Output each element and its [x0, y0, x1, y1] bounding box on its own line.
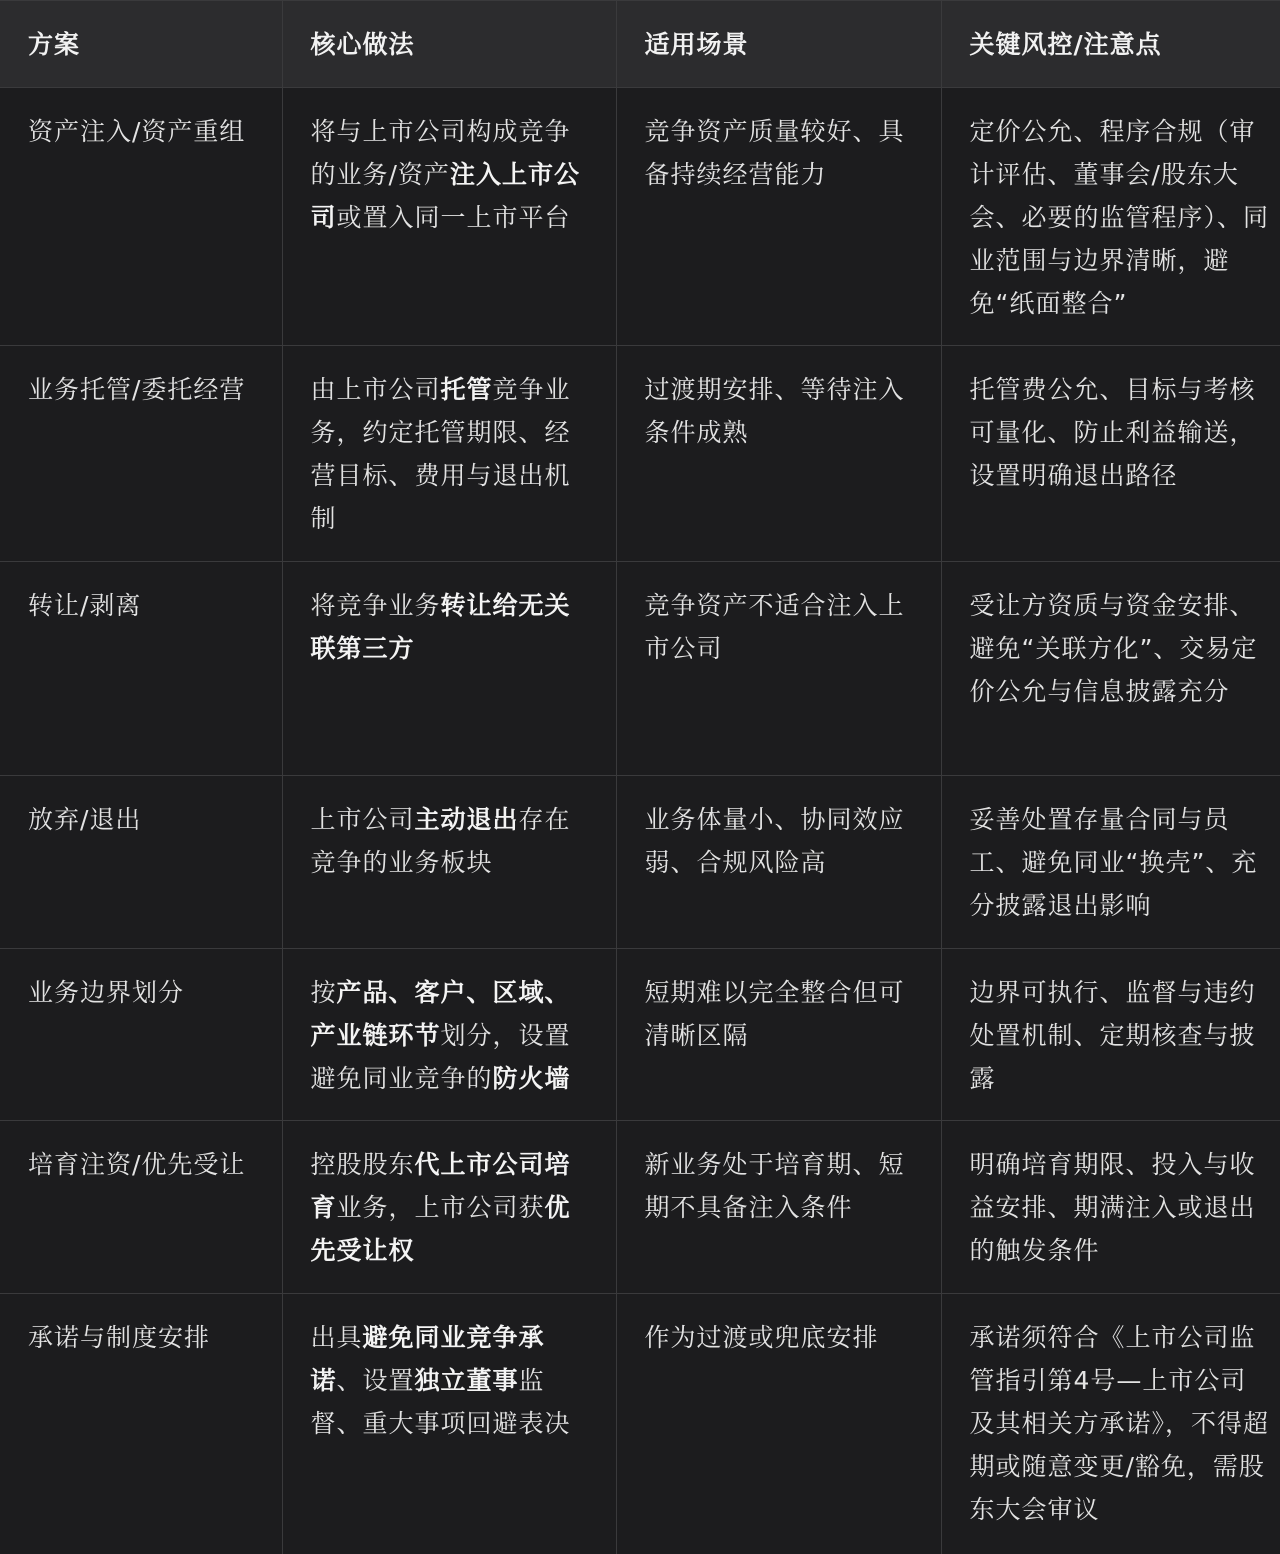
method-text: 划分，设置避免同业竞争的: [310, 1021, 571, 1093]
table-row: [0, 346, 1280, 562]
method-text: 将竞争业务: [310, 591, 441, 620]
method-text: 存在竞争的业务板块: [310, 805, 571, 877]
cell-risk: 明确培育期限、投入与收益安排、期满注入或退出的触发条件: [941, 1121, 1280, 1294]
cell-method: [282, 346, 616, 562]
cell-method: [282, 88, 616, 346]
cell-method: [282, 1121, 616, 1294]
method-text-bold: 代上市公司培育: [310, 1150, 571, 1222]
cell-method: [282, 1294, 616, 1554]
cell-plan: 业务边界划分: [0, 949, 282, 1121]
method-text: 按: [310, 978, 337, 1007]
cell-risk: 定价公允、程序合规（审计评估、董事会/股东大会、必要的监管程序）、同业范围与边界清晰，避免“纸面整合”: [941, 88, 1280, 346]
method-text: 、设置: [336, 1366, 415, 1395]
cell-scenario: 过渡期安排、等待注入条件成熟: [616, 346, 941, 562]
cell-risk: 承诺须符合《上市公司监管指引第4号—上市公司及其相关方承诺》，不得超期或随意变更/豁免，需股东大会审议: [941, 1294, 1280, 1554]
method-text-bold: 避免同业竞争承诺: [310, 1323, 545, 1395]
method-text: 上市公司: [310, 805, 415, 834]
cell-scenario: 作为过渡或兜底安排: [616, 1294, 941, 1554]
method-text-bold: 独立董事: [414, 1366, 519, 1395]
cell-method: [282, 949, 616, 1121]
cell-risk: 托管费公允、目标与考核可量化、防止利益输送，设置明确退出路径: [941, 346, 1280, 562]
method-text: 将与上市公司构成竞争的业务/资产: [310, 117, 571, 189]
method-text-bold: 注入上市公司: [310, 160, 580, 232]
table-row: [0, 1121, 1280, 1294]
method-text: 控股股东: [310, 1150, 415, 1179]
header-risk: 关键风控/注意点: [941, 1, 1280, 88]
table-row: [0, 88, 1280, 346]
cell-risk: 受让方资质与资金安排、避免“关联方化”、交易定价公允与信息披露充分: [941, 562, 1280, 776]
table-row: [0, 949, 1280, 1121]
method-text: 监督、重大事项回避表决: [310, 1366, 571, 1438]
table-row: [0, 562, 1280, 776]
cell-method: [282, 562, 616, 776]
cell-scenario: 竞争资产不适合注入上市公司: [616, 562, 941, 776]
method-text: 由上市公司: [310, 375, 441, 404]
cell-plan: 放弃/退出: [0, 776, 282, 949]
method-text-bold: 产品、客户、区域、产业链环节: [310, 978, 571, 1050]
method-text: 竞争业务，约定托管期限、经营目标、费用与退出机制: [310, 375, 571, 533]
method-text-bold: 主动退出: [414, 805, 519, 834]
method-text: 出具: [310, 1323, 363, 1352]
header-scenario: 适用场景: [616, 1, 941, 88]
cell-scenario: 业务体量小、协同效应弱、合规风险高: [616, 776, 941, 949]
cell-risk: 边界可执行、监督与违约处置机制、定期核查与披露: [941, 949, 1280, 1121]
header-method: 核心做法: [282, 1, 616, 88]
cell-method: [282, 776, 616, 949]
cell-plan: 承诺与制度安排: [0, 1294, 282, 1554]
table-row: [0, 1294, 1280, 1554]
method-text-bold: 托管: [440, 375, 493, 404]
cell-risk: 妥善处置存量合同与员工、避免同业“换壳”、充分披露退出影响: [941, 776, 1280, 949]
method-text: 或置入同一上市平台: [336, 203, 571, 232]
cell-scenario: 竞争资产质量较好、具备持续经营能力: [616, 88, 941, 346]
cell-plan: 培育注资/优先受让: [0, 1121, 282, 1294]
cell-scenario: 短期难以完全整合但可清晰区隔: [616, 949, 941, 1121]
method-text-bold: 优先受让权: [310, 1193, 571, 1265]
method-text-bold: 防火墙: [492, 1064, 571, 1093]
cell-plan: 资产注入/资产重组: [0, 88, 282, 346]
header-plan: 方案: [0, 1, 282, 88]
method-text: 业务，上市公司获: [336, 1193, 545, 1222]
cell-plan: 转让/剥离: [0, 562, 282, 776]
table-header-row: [0, 1, 1280, 88]
table-row: [0, 776, 1280, 949]
cell-scenario: 新业务处于培育期、短期不具备注入条件: [616, 1121, 941, 1294]
method-text-bold: 转让给无关联第三方: [310, 591, 571, 663]
cell-plan: 业务托管/委托经营: [0, 346, 282, 562]
